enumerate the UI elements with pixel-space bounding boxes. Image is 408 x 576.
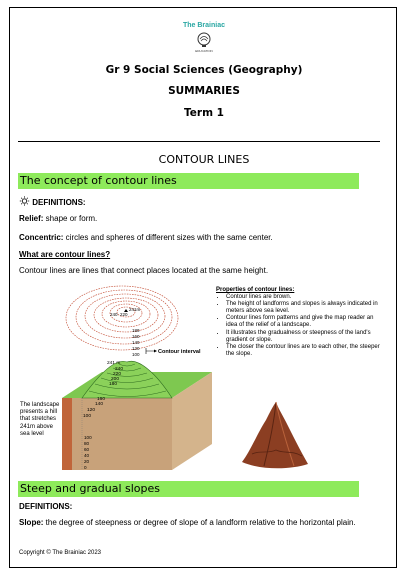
question-text: What are contour lines?: [19, 250, 111, 259]
hill-label-160: 160: [97, 397, 106, 402]
relief-definition: [19, 214, 97, 224]
map-right-label-100: 100: [132, 352, 140, 357]
hill-label-220: 220: [113, 372, 122, 377]
properties-title: Properties of contour lines:: [216, 287, 295, 293]
scale-label-100: 100: [84, 435, 92, 440]
svg-text:EDUCATION: EDUCATION: [195, 49, 213, 53]
hill-label-100: 100: [83, 414, 92, 419]
soil-front-face: [62, 398, 172, 470]
contour-interval-label: Contour interval: [158, 349, 201, 355]
scale-label-40: 40: [84, 453, 90, 458]
map-right-label-160: 160: [132, 334, 140, 339]
property-item: • The closer the contour lines are to each other, the steeper the slope.: [226, 344, 384, 358]
properties-list: [216, 287, 384, 358]
definitions-heading: [19, 196, 86, 208]
relief-term: Relief:: [19, 214, 44, 223]
slopes-band-label: Steep and gradual slopes: [20, 482, 160, 495]
contour-answer: Contour lines are lines that connect places located at the same height.: [19, 266, 269, 275]
hill-block-diagram: [62, 360, 212, 478]
summaries-title: SUMMARIES: [168, 85, 240, 97]
map-right-label-140: 140: [132, 340, 140, 345]
property-item: • Contour lines form patterns and give the map reader an idea of the relief of a landscape.: [226, 315, 384, 329]
sun-icon: [19, 196, 30, 206]
scale-label-0: 0: [84, 465, 87, 470]
concentric-text: circles and spheres of different sizes with the same center.: [63, 233, 273, 242]
map-label-220: 220: [120, 312, 128, 317]
property-item: • It illustrates the gradualness or steepness of the land's gradient or slope.: [226, 330, 384, 344]
slopes-definitions-label: DEFINITIONS:: [19, 502, 73, 511]
hill-peak-label: 241 m: [107, 361, 121, 366]
hill-label-200: 200: [111, 377, 120, 382]
relief-text: shape or form.: [43, 214, 98, 223]
hill-label-180: 180: [109, 382, 118, 387]
brainiac-logo: [195, 31, 213, 53]
scale-label-80: 80: [84, 441, 90, 446]
slope-definition: [19, 518, 379, 528]
contour-question: [19, 250, 110, 260]
slope-text: the degree of steepness or degree of slope of a landform relative to the horizontal plain.: [43, 518, 356, 527]
term-title: Term 1: [184, 107, 224, 119]
hill-side-text: The landscape presents a hill that stretches 241m above sea level: [20, 402, 60, 437]
scale-label-60: 60: [84, 447, 90, 452]
concentric-definition: [19, 233, 273, 243]
hill-label-240: 240: [115, 367, 124, 372]
concept-band: [18, 173, 359, 189]
map-right-label-180: 180: [132, 328, 140, 333]
section-title: CONTOUR LINES: [158, 153, 250, 166]
definitions-label: DEFINITIONS:: [32, 198, 86, 207]
property-item: • Contour lines are brown.: [226, 294, 384, 301]
hill-label-140: 140: [95, 402, 104, 407]
mountain-illustration: [240, 392, 310, 472]
slope-term: Slope:: [19, 518, 44, 527]
scale-label-20: 20: [84, 459, 90, 464]
subject-title: Gr 9 Social Sciences (Geography): [105, 64, 303, 76]
brand-name: The Brainiac: [182, 22, 225, 29]
map-right-label-120: 120: [132, 346, 140, 351]
map-peak-label: 241m: [129, 307, 141, 312]
copyright: Copyright © The Brainiac 2023: [19, 550, 102, 556]
contour-map-diagram: [62, 280, 212, 362]
slopes-band: [18, 481, 359, 497]
divider: [18, 141, 380, 142]
hill-label-120: 120: [87, 408, 96, 413]
map-label-240: 240: [110, 312, 118, 317]
arrow-icon: [154, 350, 157, 353]
concept-band-label: The concept of contour lines: [20, 174, 177, 187]
property-item: • The height of landforms and slopes is always indicated in meters above sea level.: [226, 301, 384, 315]
concentric-term: Concentric:: [19, 233, 64, 242]
